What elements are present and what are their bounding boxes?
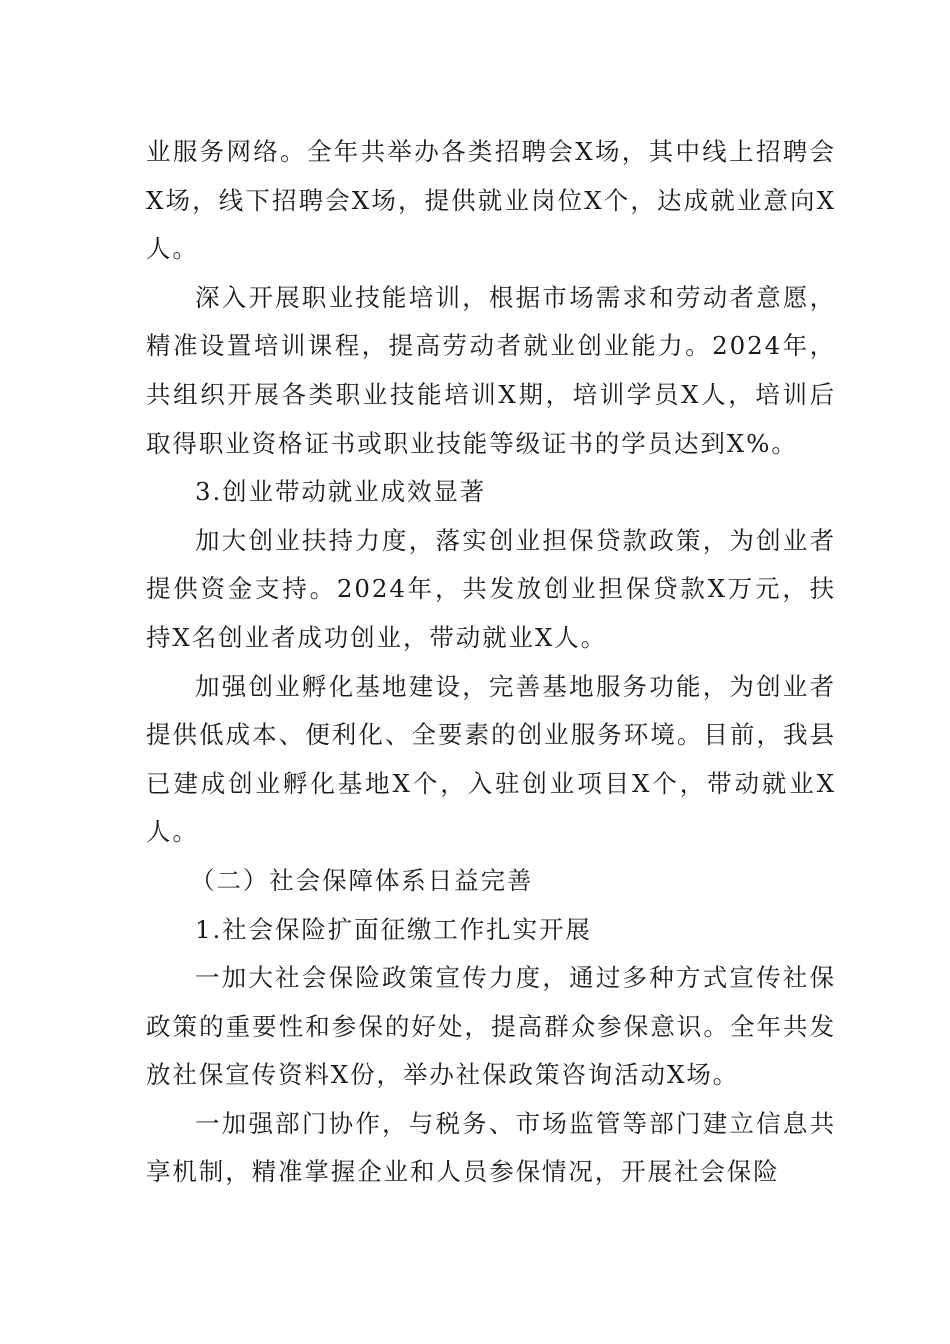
paragraph-recruitment: 业服务网络。全年共举办各类招聘会X场，其中线上招聘会X场，线下招聘会X场，提供就业岗位X个，达成就业意向X人。 [146,137,836,264]
paragraph-department-cooperation: 一加强部门协作，与税务、市场监管等部门建立信息共享机制，精准掌握企业和人员参保情况，开展社会保险 [146,1108,836,1187]
paragraph-skills-training: 深入开展职业技能培训，根据市场需求和劳动者意愿，精准设置培训课程，提高劳动者就业创业能力。2024年，共组织开展各类职业技能培训X期，培训学员X人，培训后取得职业资格证书或职业技能等级证书的学员达到X%。 [146,282,836,458]
section-heading-insurance-expansion: 1.社会保险扩面征缴工作扎实开展 [195,914,592,944]
section-heading-entrepreneurship: 3.创业带动就业成效显著 [195,477,487,507]
document-body [146,128,836,1197]
paragraph-incubation-bases: 加强创业孵化基地建设，完善基地服务功能，为创业者提供低成本、便利化、全要素的创业服务环境。目前，我县已建成创业孵化基地X个，入驻创业项目X个，带动就业X人。 [146,671,836,847]
paragraph-policy-publicity: 一加大社会保险政策宣传力度，通过多种方式宣传社保政策的重要性和参保的好处，提高群众参保意识。全年共发放社保宣传资料X份，举办社保政策咨询活动X场。 [146,963,836,1090]
paragraph-startup-loans: 加大创业扶持力度，落实创业担保贷款政策，为创业者提供资金支持。2024年，共发放创业担保贷款X万元，扶持X名创业者成功创业，带动就业X人。 [146,525,836,652]
section-heading-social-security: （二）社会保障体系日益完善 [190,865,534,895]
